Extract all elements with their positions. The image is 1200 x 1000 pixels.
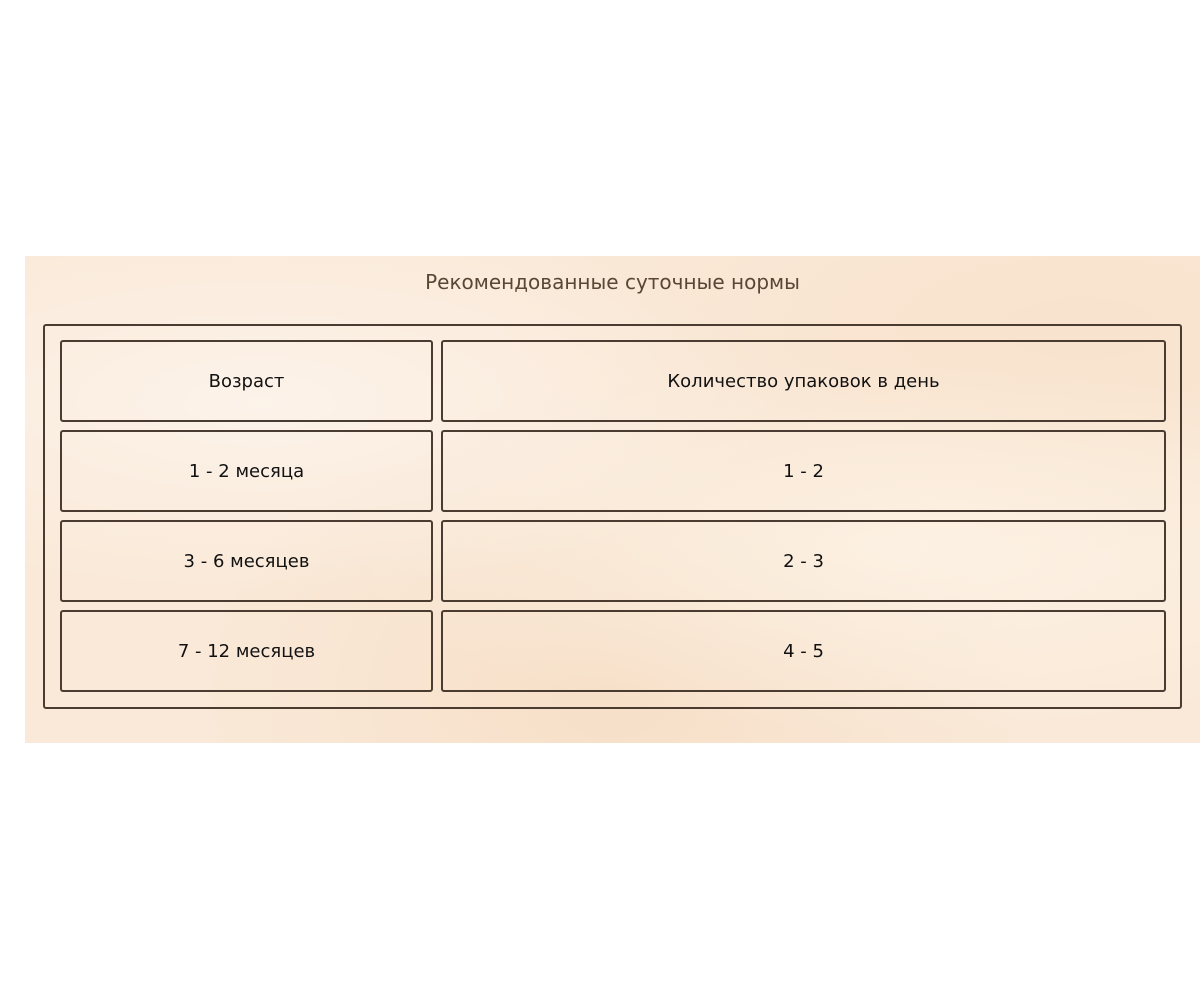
norms-table — [43, 324, 1182, 709]
table-cell-packs: 4 - 5 — [441, 610, 1166, 692]
table-cell-packs: 1 - 2 — [441, 430, 1166, 512]
table-cell-packs: 2 - 3 — [441, 520, 1166, 602]
header-age: Возраст — [60, 340, 433, 422]
table-cell-age: 7 - 12 месяцев — [60, 610, 433, 692]
norms-panel — [25, 256, 1200, 743]
header-packs-per-day: Количество упаковок в день — [441, 340, 1166, 422]
table-cell-age: 1 - 2 месяца — [60, 430, 433, 512]
table-cell-age: 3 - 6 месяцев — [60, 520, 433, 602]
table-title: Рекомендованные суточные нормы — [425, 270, 800, 294]
